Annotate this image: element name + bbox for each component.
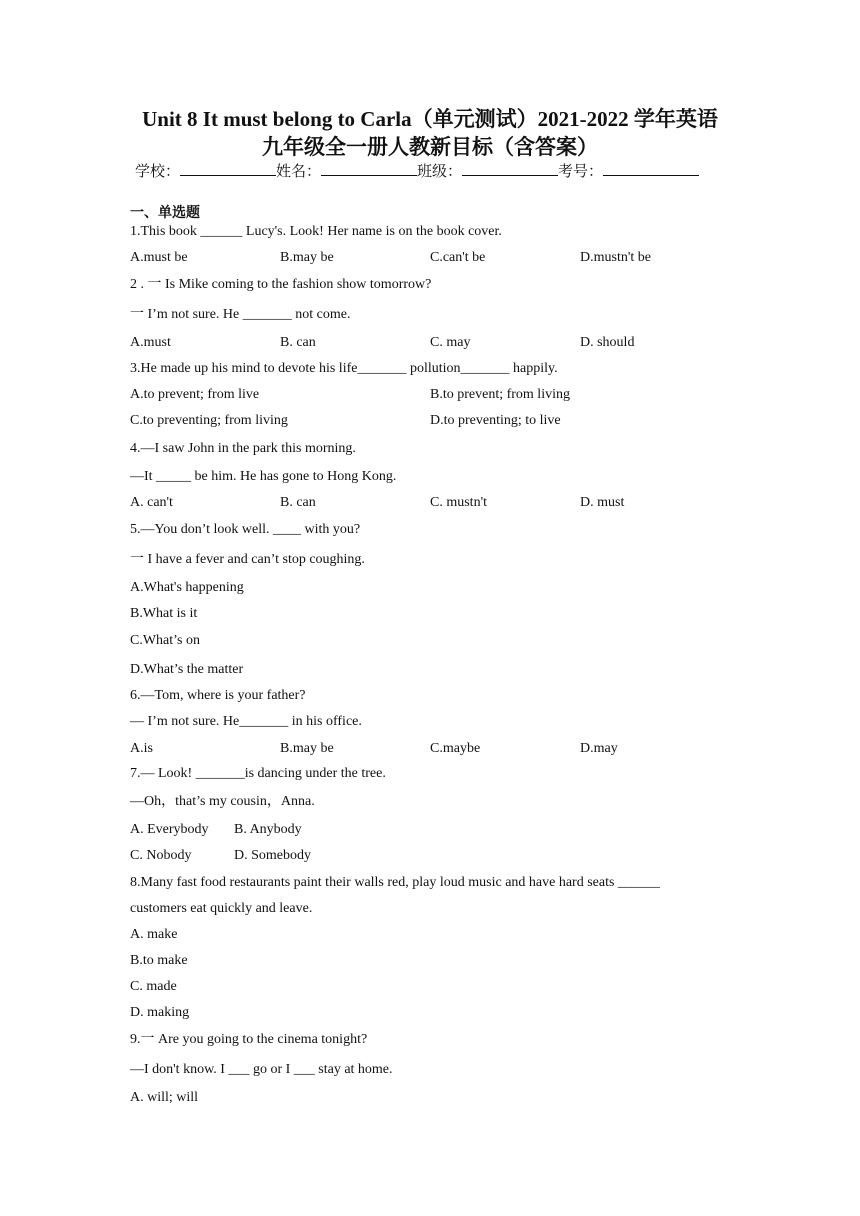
question-2-stem: 2 . 一 Is Mike coming to the fashion show tomorrow? xyxy=(130,277,432,292)
question-4-option-d: D. must xyxy=(580,495,625,510)
class-label: 班级： xyxy=(417,164,463,180)
question-1-option-a: A.must be xyxy=(130,250,188,265)
question-1-option-c: C.can't be xyxy=(430,250,486,265)
question-7-option-b: B. Anybody xyxy=(234,822,302,837)
question-2-option-a: A.must xyxy=(130,335,171,350)
question-2-option-c: C. may xyxy=(430,335,471,350)
question-9-stem: 9.一 Are you going to the cinema tonight? xyxy=(130,1032,368,1047)
question-5-option-a: A.What's happening xyxy=(130,580,244,595)
question-3-option-a: A.to prevent; from live xyxy=(130,387,260,402)
question-5-option-d: D.What’s the matter xyxy=(130,662,244,677)
question-2-option-b: B. can xyxy=(280,335,316,350)
document-title-line1: Unit 8 It must belong to Carla（单元测试）2021-2022 学年英语 xyxy=(142,107,718,131)
question-6-option-d: D.may xyxy=(580,741,618,756)
question-1-option-d: D.mustn't be xyxy=(580,250,651,265)
name-label: 姓名： xyxy=(276,164,322,180)
question-3-option-b: B.to prevent; from living xyxy=(430,387,570,402)
question-6-reply: — I’m not sure. He_______ in his office. xyxy=(130,714,362,729)
question-5-stem: 5.—You don’t look well. ____ with you? xyxy=(130,522,361,537)
question-1-stem: 1.This book ______ Lucy's. Look! Her name is on the book cover. xyxy=(130,224,502,239)
name-blank xyxy=(321,161,417,176)
question-7-option-a: A. Everybody xyxy=(130,822,209,837)
question-7-stem: 7.— Look! _______is dancing under the tree. xyxy=(130,766,386,781)
question-6-option-c: C.maybe xyxy=(430,741,481,756)
document-title-line2: 九年级全一册人教新目标（含答案） xyxy=(262,135,598,159)
exam-number-label: 考号： xyxy=(558,164,604,180)
question-6-stem: 6.—Tom, where is your father? xyxy=(130,688,306,703)
question-4-stem: 4.—I saw John in the park this morning. xyxy=(130,441,356,456)
school-label: 学校： xyxy=(135,164,181,180)
question-8-option-d: D. making xyxy=(130,1005,190,1020)
student-info-line xyxy=(135,161,699,183)
question-8-option-b: B.to make xyxy=(130,953,188,968)
question-4-option-b: B. can xyxy=(280,495,316,510)
question-2-reply: 一 I’m not sure. He _______ not come. xyxy=(130,307,351,322)
question-8-stem-continued: customers eat quickly and leave. xyxy=(130,901,313,916)
question-6-option-b: B.may be xyxy=(280,741,334,756)
exam-number-blank xyxy=(603,161,699,176)
question-7-option-d: D. Somebody xyxy=(234,848,311,863)
question-8-option-c: C. made xyxy=(130,979,177,994)
question-6-option-a: A.is xyxy=(130,741,153,756)
question-5-reply: 一 I have a fever and can’t stop coughing. xyxy=(130,552,365,567)
question-8-stem: 8.Many fast food restaurants paint their walls red, play loud music and have hard seats ______ xyxy=(130,875,660,890)
school-blank xyxy=(180,161,276,176)
section-title: 一、单选题 xyxy=(130,206,200,221)
question-4-option-a: A. can't xyxy=(130,495,173,510)
question-7-option-c: C. Nobody xyxy=(130,848,192,863)
question-9-reply: —I don't know. I ___ go or I ___ stay at home. xyxy=(130,1062,393,1077)
question-1-option-b: B.may be xyxy=(280,250,334,265)
question-3-stem: 3.He made up his mind to devote his life_______ pollution_______ happily. xyxy=(130,361,558,376)
question-7-reply: —Oh，that’s my cousin，Anna. xyxy=(130,794,315,809)
question-3-option-c: C.to preventing; from living xyxy=(130,413,288,428)
class-blank xyxy=(462,161,558,176)
question-2-option-d: D. should xyxy=(580,335,635,350)
question-4-option-c: C. mustn't xyxy=(430,495,487,510)
question-4-reply: —It _____ be him. He has gone to Hong Kong. xyxy=(130,469,397,484)
question-3-option-d: D.to preventing; to live xyxy=(430,413,561,428)
question-9-option-a: A. will; will xyxy=(130,1090,199,1105)
question-5-option-c: C.What’s on xyxy=(130,633,200,648)
question-8-option-a: A. make xyxy=(130,927,178,942)
question-5-option-b: B.What is it xyxy=(130,606,198,621)
